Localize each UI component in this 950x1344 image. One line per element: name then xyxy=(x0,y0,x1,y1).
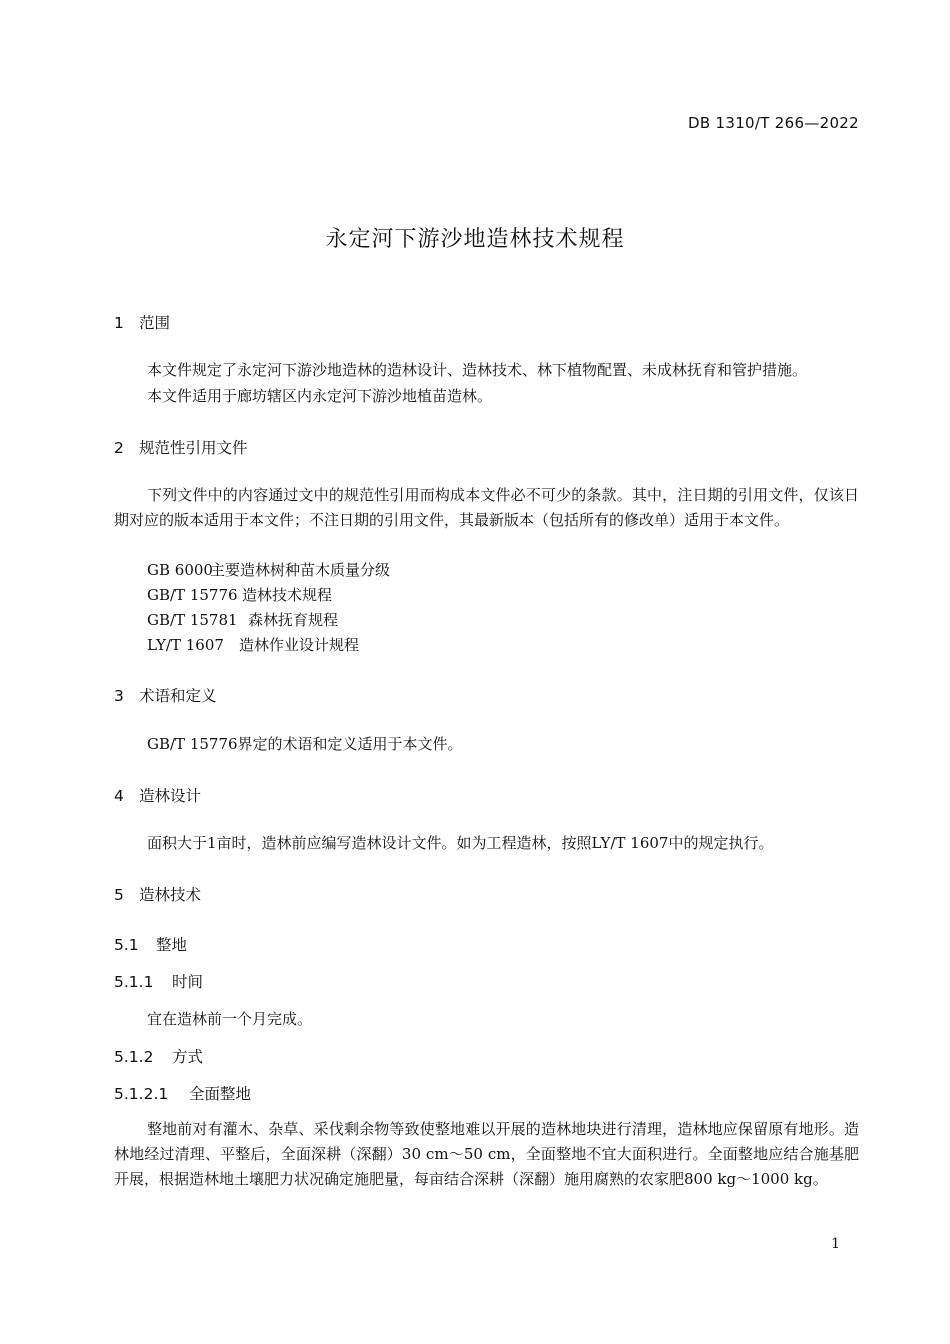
paragraph-text: 整地前对有灌木、杂草、采伐剩余物等致使整地难以开展的造林地块进行清理，造林地应保留原有地形。造林地经过清理、平整后，全面深耕（深翻）30 cm～50 cm，全面整地不宜大面积进行。全面整地应结合施基肥开展，根据造林地土壤肥力状况确定施肥量，每亩结合深耕（深翻）施用腐熟的农家肥800 kg～1000 kg。 xyxy=(114,1120,859,1188)
section-title: 造林技术 xyxy=(139,886,202,904)
section-heading-2 xyxy=(114,436,248,458)
section-heading-3 xyxy=(114,684,217,706)
section-title: 造林设计 xyxy=(139,787,202,805)
section-heading-5-1-2 xyxy=(114,1045,203,1067)
section-heading-5-1 xyxy=(114,933,187,955)
section-heading-4 xyxy=(114,784,201,806)
paragraph: 本文件规定了永定河下游沙地造林的造林设计、造林技术、林下植物配置、未成林抚育和管护措施。 xyxy=(147,361,808,379)
paragraph: GB/T 15776界定的术语和定义适用于本文件。 xyxy=(147,735,463,753)
paragraph xyxy=(114,483,859,533)
paragraph: 面积大于1亩时，造林前应编写造林设计文件。如为工程造林，按照LY/T 1607中的规定执行。 xyxy=(147,834,774,852)
section-number: 4 xyxy=(114,787,124,805)
section-heading-1 xyxy=(114,311,170,333)
section-number: 3 xyxy=(114,687,124,705)
section-number: 5.1.2 xyxy=(114,1048,154,1066)
reference-item xyxy=(147,584,332,605)
reference-item xyxy=(147,609,338,630)
section-number: 5.1 xyxy=(114,936,139,954)
section-title: 规范性引用文件 xyxy=(139,439,248,457)
section-number: 5.1.1 xyxy=(114,973,154,991)
section-title: 术语和定义 xyxy=(139,687,217,705)
section-number: 1 xyxy=(114,314,124,332)
section-number: 2 xyxy=(114,439,124,457)
paragraph: 宜在造林前一个月完成。 xyxy=(147,1010,313,1028)
section-number: 5 xyxy=(114,886,124,904)
reference-code: GB 6000 xyxy=(147,561,213,579)
document-code: DB 1310/T 266—2022 xyxy=(688,114,859,132)
paragraph-text: 下列文件中的内容通过文中的规范性引用而构成本文件必不可少的条款。其中，注日期的引用文件，仅该日期对应的版本适用于本文件；不注日期的引用文件，其最新版本（包括所有的修改单）适用于本文件。 xyxy=(114,486,859,529)
reference-code: GB/T 15781 xyxy=(147,611,238,629)
reference-code: LY/T 1607 xyxy=(147,636,224,654)
reference-item xyxy=(147,559,390,580)
document-title: 永定河下游沙地造林技术规程 xyxy=(325,227,625,252)
reference-name: 造林作业设计规程 xyxy=(239,636,360,654)
reference-name: 森林抚育规程 xyxy=(248,611,339,629)
reference-item xyxy=(147,634,359,655)
section-heading-5-1-2-1 xyxy=(114,1082,251,1104)
section-title: 全面整地 xyxy=(189,1085,252,1103)
reference-name: 造林技术规程 xyxy=(242,586,333,604)
section-title: 时间 xyxy=(172,973,204,991)
page-number: 1 xyxy=(831,1236,840,1252)
section-number: 5.1.2.1 xyxy=(114,1085,169,1103)
paragraph: 本文件适用于廊坊辖区内永定河下游沙地植苗造林。 xyxy=(147,387,493,405)
section-heading-5 xyxy=(114,883,201,905)
reference-name: 主要造林树种苗木质量分级 xyxy=(210,561,391,579)
paragraph xyxy=(114,1117,859,1192)
section-title: 方式 xyxy=(172,1048,204,1066)
reference-code: GB/T 15776 xyxy=(147,586,238,604)
section-title: 整地 xyxy=(156,936,188,954)
section-heading-5-1-1 xyxy=(114,970,203,992)
section-title: 范围 xyxy=(139,314,171,332)
